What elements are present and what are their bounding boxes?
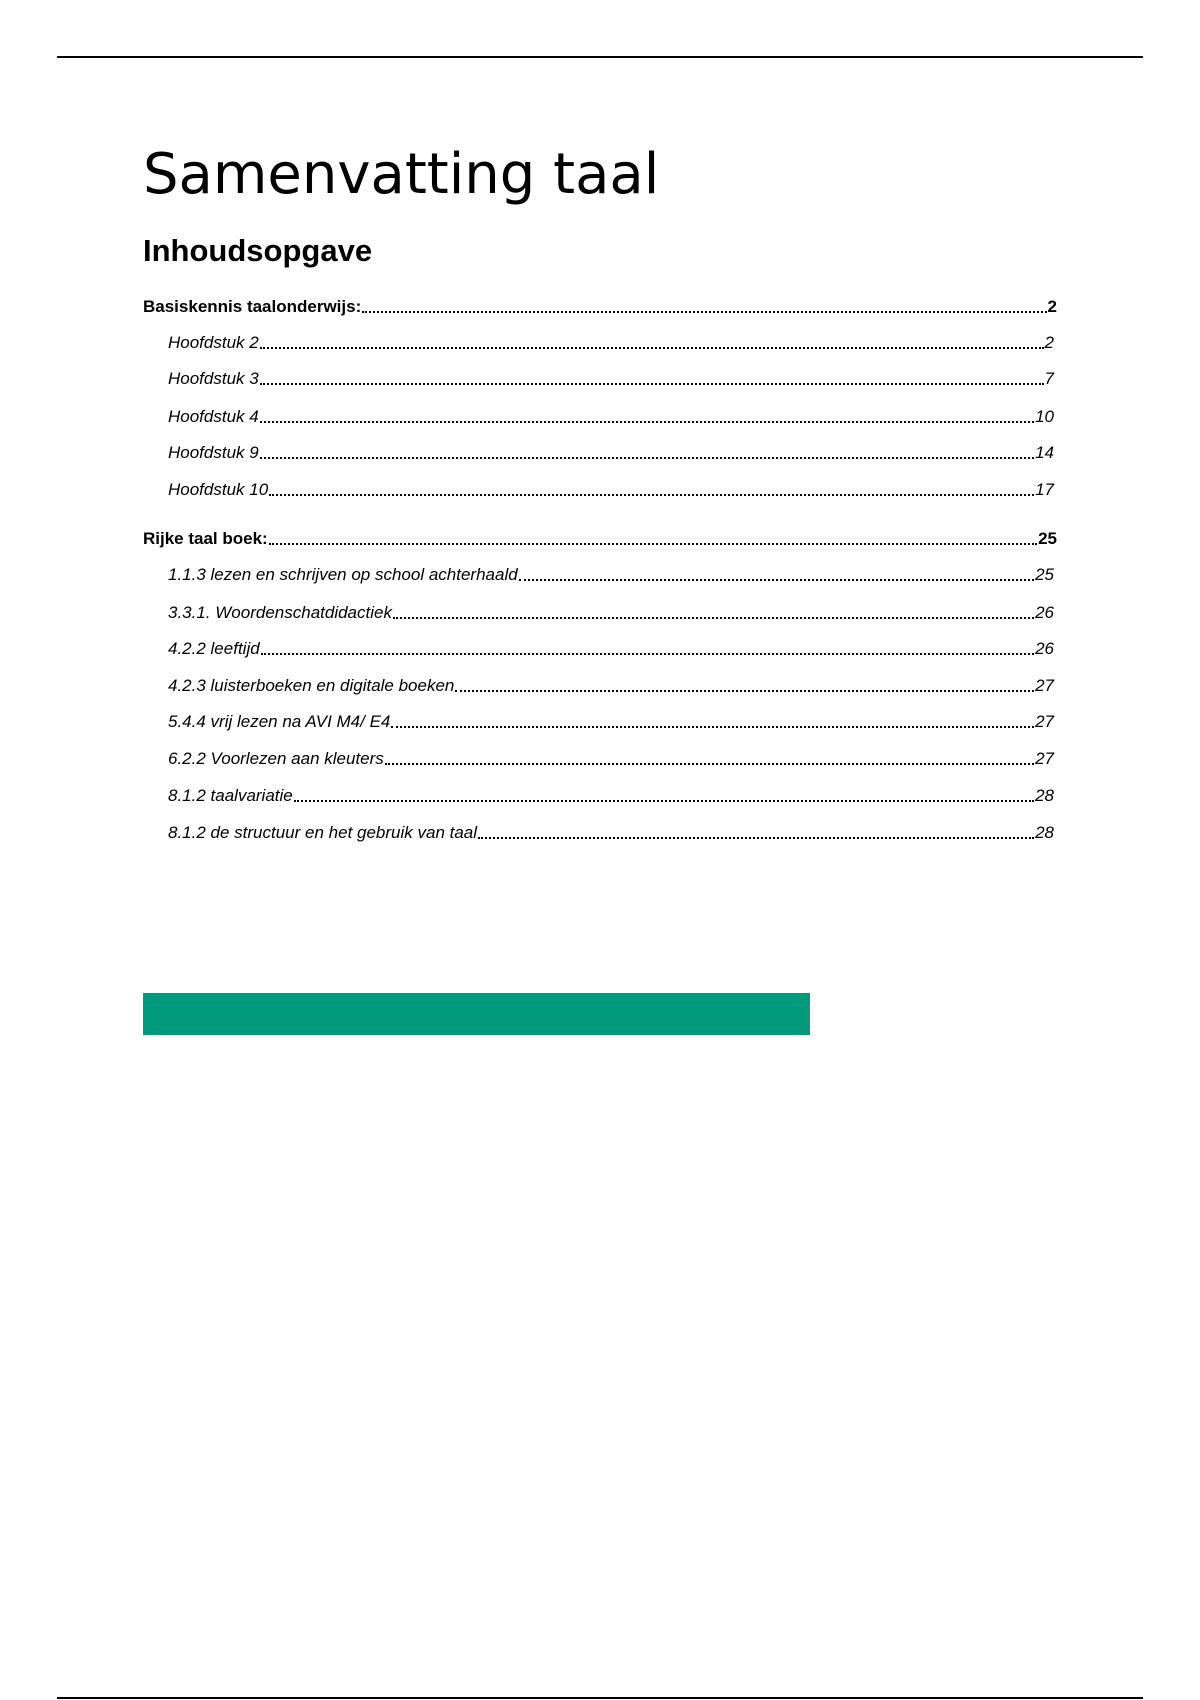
toc-entry-page: 2 bbox=[1044, 333, 1054, 352]
toc-entry-text: Hoofdstuk 3 bbox=[168, 369, 259, 388]
header-rule bbox=[57, 56, 1143, 58]
toc-leader-dots bbox=[362, 311, 1046, 313]
toc-entry-page: 10 bbox=[1035, 407, 1054, 426]
toc-leader-dots bbox=[269, 494, 1034, 496]
toc-entry-text: Basiskennis taalonderwijs: bbox=[143, 297, 362, 316]
toc-entry[interactable] bbox=[143, 563, 1054, 587]
toc-leader-dots bbox=[260, 421, 1034, 423]
toc-entry-page: 17 bbox=[1035, 480, 1054, 499]
document-title: Samenvatting taal bbox=[143, 142, 660, 207]
toc-entry-page: 26 bbox=[1035, 603, 1054, 622]
toc-entry[interactable] bbox=[143, 478, 1054, 502]
toc-entry-text: 6.2.2 Voorlezen aan kleuters bbox=[168, 749, 384, 768]
toc-entry[interactable] bbox=[143, 784, 1054, 808]
toc-leader-dots bbox=[455, 690, 1034, 692]
toc-entry[interactable] bbox=[143, 601, 1054, 625]
toc-leader-dots bbox=[260, 347, 1044, 349]
toc-entry-text: 1.1.3 lezen en schrijven op school achterhaald bbox=[168, 565, 518, 584]
toc-entry-page: 28 bbox=[1035, 823, 1054, 842]
toc-entry[interactable] bbox=[143, 710, 1054, 734]
toc-entry-page: 7 bbox=[1044, 369, 1054, 388]
toc-leader-dots bbox=[261, 653, 1034, 655]
toc-entry-page: 2 bbox=[1047, 297, 1057, 316]
toc-leader-dots bbox=[269, 543, 1037, 545]
toc-entry-page: 27 bbox=[1035, 676, 1054, 695]
toc-leader-dots bbox=[294, 800, 1034, 802]
toc-leader-dots bbox=[478, 837, 1034, 839]
toc-entry-page: 28 bbox=[1035, 786, 1054, 805]
toc-entry-page: 26 bbox=[1035, 639, 1054, 658]
toc-entry[interactable] bbox=[143, 747, 1054, 771]
toc-leader-dots bbox=[519, 579, 1034, 581]
toc-leader-dots bbox=[260, 383, 1044, 385]
accent-bar bbox=[143, 993, 810, 1035]
toc-leader-dots bbox=[385, 763, 1034, 765]
toc-leader-dots bbox=[391, 726, 1034, 728]
toc-entry-text: 8.1.2 de structuur en het gebruik van taal bbox=[168, 823, 478, 842]
toc-entry-text: Hoofdstuk 4 bbox=[168, 407, 259, 426]
toc-heading: Inhoudsopgave bbox=[143, 233, 373, 268]
toc-entry-text: Hoofdstuk 2 bbox=[168, 333, 259, 352]
toc-entry[interactable] bbox=[143, 295, 1057, 319]
toc-entry-text: Hoofdstuk 10 bbox=[168, 480, 269, 499]
toc-entry-page: 25 bbox=[1038, 529, 1057, 548]
toc-entry-text: 5.4.4 vrij lezen na AVI M4/ E4 bbox=[168, 712, 391, 731]
toc-entry[interactable] bbox=[143, 637, 1054, 661]
toc-entry-text: 3.3.1. Woordenschatdidactiek bbox=[168, 603, 392, 622]
toc-entry-text: 8.1.2 taalvariatie bbox=[168, 786, 293, 805]
toc-entry[interactable] bbox=[143, 441, 1054, 465]
toc-entry-page: 27 bbox=[1035, 712, 1054, 731]
toc-entry-text: Rijke taal boek: bbox=[143, 529, 268, 548]
toc-entry-page: 14 bbox=[1035, 443, 1054, 462]
toc-entry-text: 4.2.2 leeftijd bbox=[168, 639, 260, 658]
toc-entry[interactable] bbox=[143, 674, 1054, 698]
toc-entry-text: 4.2.3 luisterboeken en digitale boeken bbox=[168, 676, 455, 695]
toc-entry[interactable] bbox=[143, 527, 1057, 551]
toc-leader-dots bbox=[260, 457, 1034, 459]
toc-entry[interactable] bbox=[143, 405, 1054, 429]
toc-entry[interactable] bbox=[143, 331, 1054, 355]
footer-rule bbox=[57, 1697, 1143, 1699]
toc-entry[interactable] bbox=[143, 821, 1054, 845]
toc-entry-text: Hoofdstuk 9 bbox=[168, 443, 259, 462]
toc-leader-dots bbox=[393, 617, 1034, 619]
toc-entry[interactable] bbox=[143, 367, 1054, 391]
toc-entry-page: 27 bbox=[1035, 749, 1054, 768]
toc-entry-page: 25 bbox=[1035, 565, 1054, 584]
